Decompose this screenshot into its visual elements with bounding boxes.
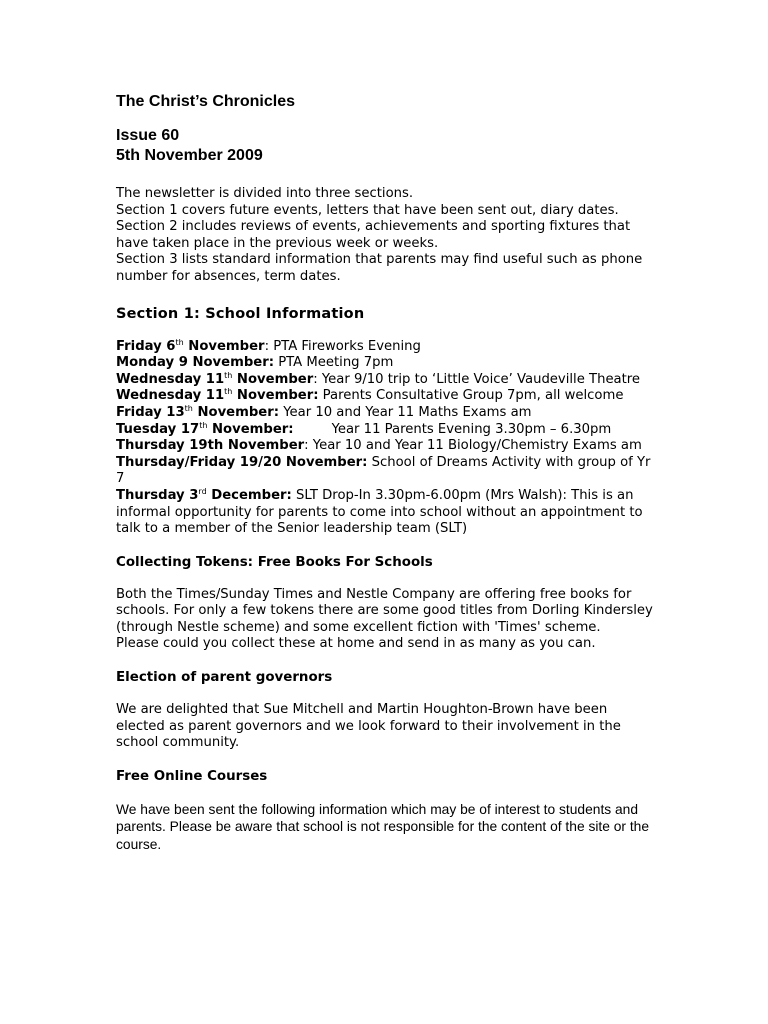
intro-line: Section 1 covers future events, letters that have been sent out, diary dates.	[116, 202, 619, 218]
event-item	[116, 372, 656, 389]
event-month: November:	[232, 388, 319, 404]
tokens-text: Both the Times/Sunday Times and Nestle Company are offering free books for schools. For only a few tokens there are some good titles from Dorling Kindersley (through Nestle scheme) and some excellent fiction with 'Times' scheme.	[116, 586, 653, 635]
tokens-text: Please could you collect these at home and send in as many as you can.	[116, 636, 596, 652]
event-date: Tuesday 17	[116, 421, 200, 437]
intro-line: Section 2 includes reviews of events, achievements and sporting fixtures that have taken place in the previous week or weeks.	[116, 219, 631, 251]
event-item	[116, 388, 656, 405]
event-item	[116, 355, 656, 372]
event-month: November	[183, 338, 265, 354]
event-date-suffix: th	[224, 387, 233, 397]
event-item	[116, 438, 656, 455]
event-date: Friday 13	[116, 404, 185, 420]
event-description: SLT Drop-In 3.30pm-6.00pm (Mrs Walsh): This is an informal opportunity for parents to come into school without an appointment to talk to a member of the Senior leadership team (SLT)	[116, 487, 643, 537]
tokens-paragraph	[116, 587, 656, 653]
section-1-heading: Section 1: School Information	[116, 305, 365, 322]
event-item	[116, 405, 656, 422]
issue-number: Issue 60	[116, 127, 180, 144]
event-date-suffix: th	[199, 420, 208, 430]
courses-paragraph: We have been sent the following information which may be of interest to students and parents. Please be aware that school is not responsible for the content of the site or the course.	[116, 801, 650, 853]
event-date-suffix: th	[184, 403, 193, 413]
governors-heading: Election of parent governors	[116, 670, 333, 686]
intro-line: The newsletter is divided into three sections.	[116, 186, 414, 201]
event-month: November	[232, 371, 314, 387]
event-description: Year 10 and Year 11 Maths Exams am	[279, 404, 532, 420]
newsletter-title: The Christ’s Chronicles	[116, 93, 295, 110]
event-separator: :	[313, 371, 318, 387]
newsletter-page	[116, 92, 656, 854]
event-description: PTA Meeting 7pm	[274, 355, 394, 371]
event-date-suffix: th	[175, 337, 184, 347]
event-month: December:	[206, 487, 292, 503]
event-description: Year 10 and Year 11 Biology/Chemistry Exams am	[308, 438, 642, 454]
event-date: Thursday/Friday 19/20 November:	[116, 454, 368, 470]
event-description: Year 11 Parents Evening 3.30pm – 6.30pm	[331, 421, 612, 437]
event-date: Thursday 3	[116, 487, 199, 503]
event-date-suffix: th	[224, 370, 233, 380]
issue-block	[116, 126, 656, 166]
event-item	[116, 455, 656, 488]
event-item	[116, 422, 656, 439]
event-date-suffix: rd	[198, 486, 207, 496]
event-description: Parents Consultative Group 7pm, all welcome	[318, 388, 624, 404]
tokens-heading: Collecting Tokens: Free Books For Schools	[116, 554, 433, 570]
issue-date: 5th November 2009	[116, 147, 263, 164]
event-month: November:	[192, 404, 280, 420]
event-description: School of Dreams Activity with group of Yr 7	[116, 454, 651, 487]
event-date: Wednesday 11	[116, 371, 225, 387]
event-separator: :	[304, 438, 309, 454]
event-item	[116, 488, 656, 538]
event-date: Wednesday 11	[116, 388, 225, 404]
event-date: Friday 6	[116, 338, 176, 354]
intro-line: Section 3 lists standard information that parents may find useful such as phone number for absences, term dates.	[116, 252, 643, 284]
intro-paragraph	[116, 186, 656, 286]
event-separator: :	[264, 338, 270, 354]
event-description: Year 9/10 trip to ‘Little Voice’ Vaudeville Theatre	[317, 371, 641, 387]
event-description: PTA Fireworks Evening	[269, 338, 421, 354]
event-item	[116, 339, 656, 356]
courses-heading: Free Online Courses	[116, 768, 268, 784]
governors-paragraph: We are delighted that Sue Mitchell and Martin Houghton-Brown have been elected as parent governors and we look forward to their involvement in the school community.	[116, 702, 621, 751]
event-month: November:	[207, 421, 294, 437]
events-list	[116, 339, 656, 538]
event-date: Thursday 19th November	[116, 438, 305, 454]
event-date: Monday 9 November:	[116, 355, 274, 371]
